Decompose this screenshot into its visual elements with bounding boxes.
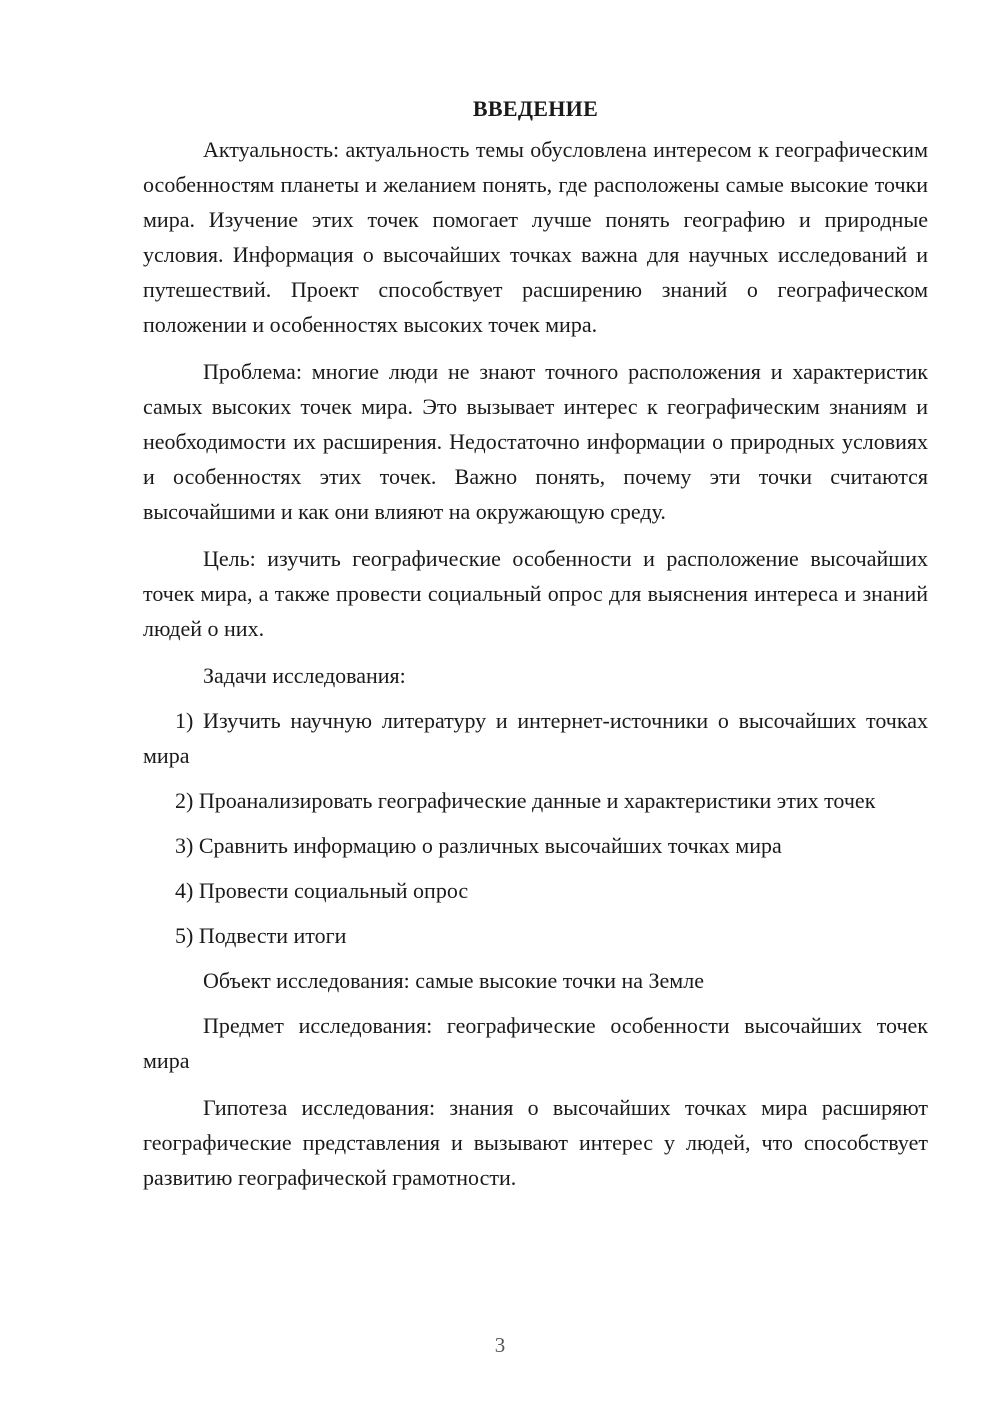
document-page: [143, 92, 928, 1207]
tasks-title: Задачи исследования:: [203, 663, 406, 688]
goal-paragraph: Цель: изучить географические особенности и расположение высочайших точек мира, а также провести социальный опрос для выяснения интереса и знаний людей о них.: [143, 546, 928, 641]
task-item-5: 5) Подвести итоги: [175, 923, 347, 948]
page-number: 3: [494, 1333, 506, 1357]
relevance-paragraph: Актуальность: актуальность темы обусловлена интересом к географическим особенностям планеты и желанием понять, где расположены самые высокие точки мира. Изучение этих точек помогает лучше понять географию и природные условия. Информация о высочайших точках важна для научных исследований и путешествий. Проект способствует расширению знаний о географическом положении и особенностях высоких точек мира.: [143, 137, 928, 337]
section-heading: ВВЕДЕНИЕ: [472, 96, 599, 121]
task-item-3: 3) Сравнить информацию о различных высочайших точках мира: [175, 833, 782, 858]
problem-paragraph: Проблема: многие люди не знают точного расположения и характеристик самых высоких точек мира. Это вызывает интерес к географическим знаниям и необходимости их расширения. Недостаточно информации о природных условиях и особенностях этих точек. Важно понять, почему эти точки считаются высочайшими и как они влияют на окружающую среду.: [143, 359, 928, 524]
hypothesis-paragraph: Гипотеза исследования: знания о высочайших точках мира расширяют географические представления и вызывают интерес у людей, что способствует развитию географической грамотности.: [143, 1095, 928, 1190]
task-item-1: 1) Изучить научную литературу и интернет-источники о высочайших точках мира: [143, 708, 928, 768]
subject-paragraph: Предмет исследования: географические особенности высочайших точек мира: [143, 1013, 928, 1073]
task-item-2: 2) Проанализировать географические данные и характеристики этих точек: [175, 788, 876, 813]
object-paragraph: Объект исследования: самые высокие точки на Земле: [203, 968, 704, 993]
task-item-4: 4) Провести социальный опрос: [175, 878, 469, 903]
